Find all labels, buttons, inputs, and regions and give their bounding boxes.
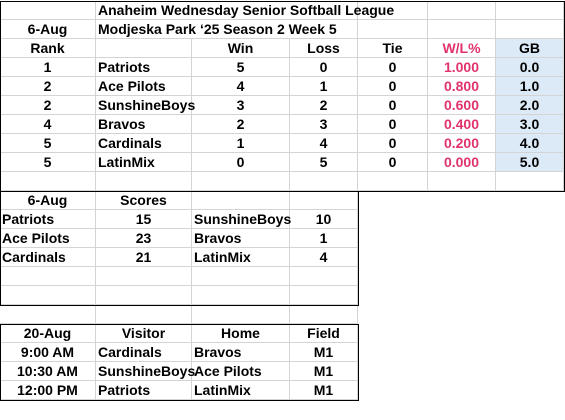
scores-date: 6-Aug xyxy=(0,191,96,210)
score-value-a: 23 xyxy=(96,229,192,248)
games-behind-cell: 2.0 xyxy=(496,96,564,115)
win-pct-cell: 0.400 xyxy=(428,115,496,134)
blank-cell xyxy=(192,191,290,210)
rank-cell: 2 xyxy=(0,96,96,115)
score-value-b: 10 xyxy=(290,210,358,229)
ties-cell: 0 xyxy=(358,134,428,153)
visitor-team: Cardinals xyxy=(96,343,192,362)
score-team-a: Cardinals xyxy=(0,248,96,267)
ties-cell: 0 xyxy=(358,115,428,134)
losses-cell: 0 xyxy=(290,58,358,77)
blank-cell xyxy=(496,172,564,191)
rank-cell: 2 xyxy=(0,77,96,96)
blank-cell xyxy=(290,267,358,286)
win-pct-cell: 1.000 xyxy=(428,58,496,77)
win-pct-cell: 0.200 xyxy=(428,134,496,153)
game-time: 12:00 PM xyxy=(0,381,96,400)
blank-cell xyxy=(0,172,96,191)
games-behind-cell: 0.0 xyxy=(496,58,564,77)
score-value-a: 15 xyxy=(96,210,192,229)
scores-header: Scores xyxy=(96,191,192,210)
blank-cell xyxy=(0,305,96,324)
blank-cell xyxy=(192,286,290,305)
standings-date: 6-Aug xyxy=(0,20,96,39)
rank-cell: 4 xyxy=(0,115,96,134)
blank-cell xyxy=(0,1,96,20)
ties-cell: 0 xyxy=(358,77,428,96)
blank-cell xyxy=(358,20,428,39)
rank-cell: 5 xyxy=(0,153,96,172)
game-time: 9:00 AM xyxy=(0,343,96,362)
blank-cell xyxy=(192,267,290,286)
home-team: LatinMix xyxy=(192,381,290,400)
standings-header xyxy=(96,39,192,58)
blank-cell xyxy=(358,1,428,20)
standings-header: Rank xyxy=(0,39,96,58)
game-time: 10:30 AM xyxy=(0,362,96,381)
wins-cell: 5 xyxy=(192,58,290,77)
score-team-b: LatinMix xyxy=(192,248,290,267)
score-value-b: 1 xyxy=(290,229,358,248)
losses-cell: 2 xyxy=(290,96,358,115)
field-cell: M1 xyxy=(290,343,358,362)
wins-cell: 0 xyxy=(192,153,290,172)
wins-cell: 2 xyxy=(192,115,290,134)
league-title: Anaheim Wednesday Senior Softball League xyxy=(98,2,395,18)
team-name: SunshineBoys xyxy=(98,97,196,113)
blank-cell xyxy=(496,20,564,39)
losses-cell: 3 xyxy=(290,115,358,134)
blank-cell xyxy=(290,172,358,191)
blank-cell xyxy=(290,191,358,210)
games-behind-cell: 1.0 xyxy=(496,77,564,96)
standings-header: W/L% xyxy=(428,39,496,58)
blank-cell xyxy=(192,172,290,191)
standings-header: GB xyxy=(496,39,564,58)
losses-cell: 5 xyxy=(290,153,358,172)
visitor-team: SunshineBoys xyxy=(98,363,196,379)
visitor-team: Patriots xyxy=(96,381,192,400)
blank-cell xyxy=(290,305,358,324)
score-value-b: 4 xyxy=(290,248,358,267)
blank-cell xyxy=(0,267,96,286)
rank-cell: 5 xyxy=(0,134,96,153)
wins-cell: 4 xyxy=(192,77,290,96)
standings-header: Loss xyxy=(290,39,358,58)
blank-cell xyxy=(358,172,428,191)
blank-cell xyxy=(0,286,96,305)
games-behind-cell: 4.0 xyxy=(496,134,564,153)
home-team: Bravos xyxy=(192,343,290,362)
schedule-date: 20-Aug xyxy=(0,324,96,343)
schedule-header: Home xyxy=(192,324,290,343)
team-name: LatinMix xyxy=(96,153,192,172)
home-team: Ace Pilots xyxy=(192,362,290,381)
score-team-a: Ace Pilots xyxy=(0,229,96,248)
score-team-a: Patriots xyxy=(0,210,96,229)
rank-cell: 1 xyxy=(0,58,96,77)
win-pct-cell: 0.600 xyxy=(428,96,496,115)
team-name: Patriots xyxy=(96,58,192,77)
standings-header: Tie xyxy=(358,39,428,58)
team-name: Bravos xyxy=(96,115,192,134)
field-cell: M1 xyxy=(290,362,358,381)
blank-cell xyxy=(96,172,192,191)
blank-cell xyxy=(96,267,192,286)
games-behind-cell: 3.0 xyxy=(496,115,564,134)
losses-cell: 4 xyxy=(290,134,358,153)
team-name: Ace Pilots xyxy=(96,77,192,96)
blank-cell xyxy=(428,20,496,39)
blank-cell xyxy=(496,1,564,20)
blank-cell xyxy=(96,286,192,305)
venue-season-week: Modjeska Park ‘25 Season 2 Week 5 xyxy=(96,20,358,39)
win-pct-cell: 0.000 xyxy=(428,153,496,172)
blank-cell xyxy=(192,305,290,324)
team-name: Cardinals xyxy=(96,134,192,153)
ties-cell: 0 xyxy=(358,153,428,172)
field-cell: M1 xyxy=(290,381,358,400)
score-team-b: SunshineBoys xyxy=(194,211,292,227)
schedule-header: Field xyxy=(290,324,358,343)
wins-cell: 3 xyxy=(192,96,290,115)
ties-cell: 0 xyxy=(358,58,428,77)
win-pct-cell: 0.800 xyxy=(428,77,496,96)
blank-cell xyxy=(96,305,192,324)
blank-cell xyxy=(290,286,358,305)
schedule-header: Visitor xyxy=(96,324,192,343)
blank-cell xyxy=(428,172,496,191)
wins-cell: 1 xyxy=(192,134,290,153)
score-team-b: Bravos xyxy=(192,229,290,248)
losses-cell: 1 xyxy=(290,77,358,96)
ties-cell: 0 xyxy=(358,96,428,115)
games-behind-cell: 5.0 xyxy=(496,153,564,172)
score-value-a: 21 xyxy=(96,248,192,267)
blank-cell xyxy=(428,1,496,20)
standings-header: Win xyxy=(192,39,290,58)
